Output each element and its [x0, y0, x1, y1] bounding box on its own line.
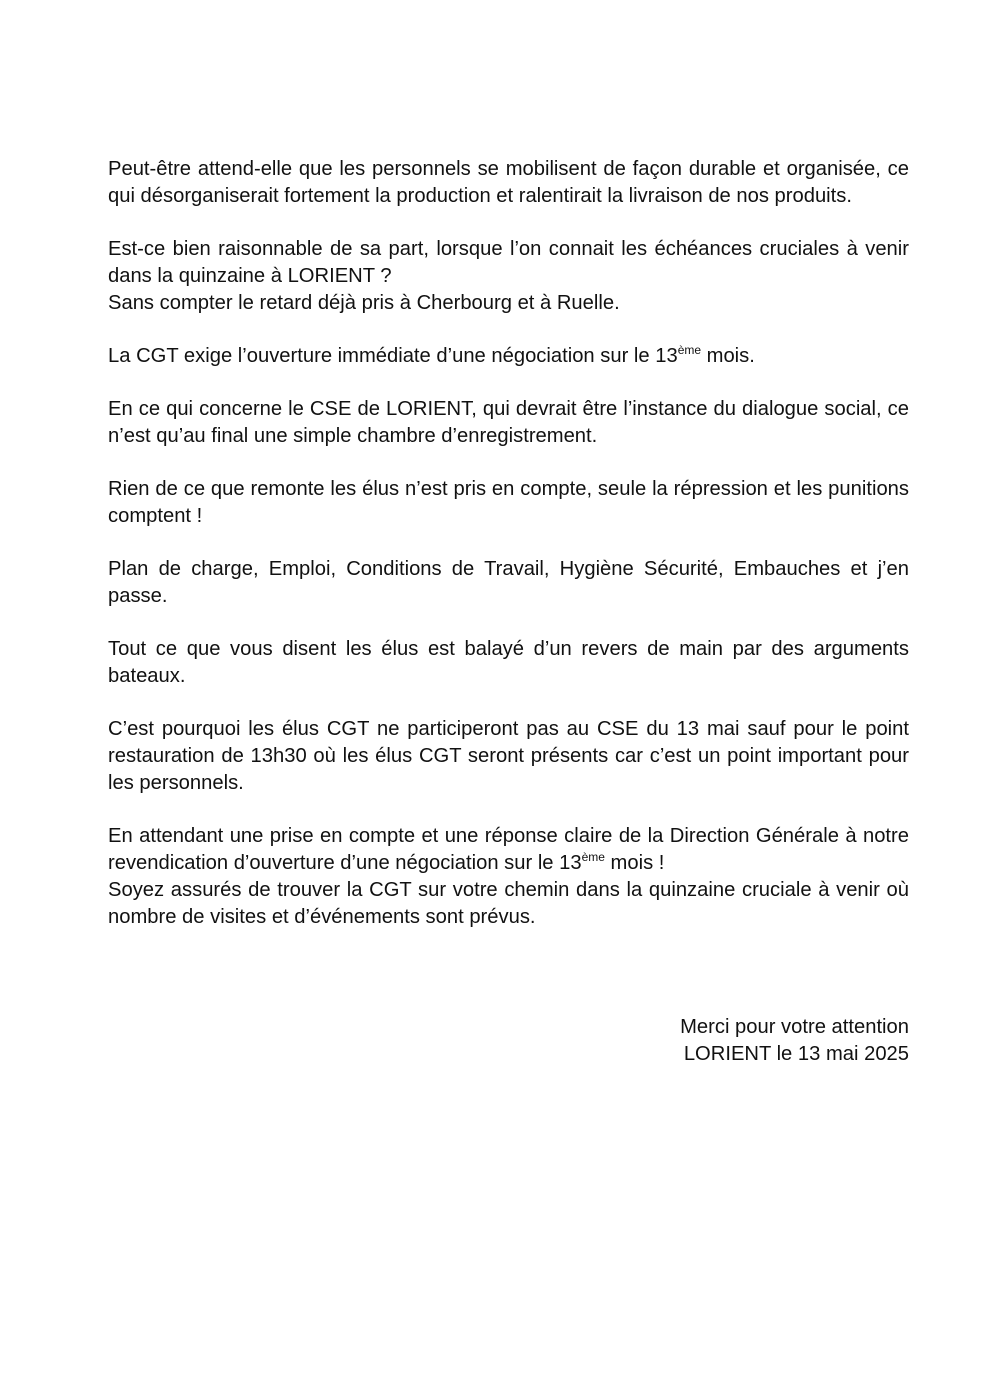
revendication-suffix: mois ! [604, 852, 665, 874]
paragraph-echeances-line2: Sans compter le retard déjà pris à Cherbourg et à Ruelle. [108, 292, 620, 314]
paragraph-revendication-line1 [108, 823, 909, 877]
paragraph-cgt-exige [108, 343, 909, 370]
revendication-superscript: ème [581, 850, 605, 864]
paragraph-echeances [108, 236, 909, 317]
paragraph-cse-13-mai: C’est pourquoi les élus CGT ne participeront pas au CSE du 13 mai sauf pour le point restauration de 13h30 où les élus CGT seront présents car c’est un point important pour les personnels. [108, 718, 909, 794]
paragraph-revendication-line2: Soyez assurés de trouver la CGT sur votre chemin dans la quinzaine cruciale à venir où nombre de visites et d’événements sont prévus. [108, 879, 909, 928]
signature-block [680, 1014, 909, 1068]
paragraph-mobilisation: Peut-être attend-elle que les personnels se mobilisent de façon durable et organisée, ce qui désorganiserait fortement la production et ralentirait la livraison de nos produits. [108, 158, 909, 207]
paragraph-revendication [108, 823, 909, 931]
cgt-exige-suffix: mois. [701, 345, 755, 367]
paragraph-repression: Rien de ce que remonte les élus n’est pris en compte, seule la répression et les punitions comptent ! [108, 478, 909, 527]
revendication-text: En attendant une prise en compte et une réponse claire de la Direction Générale à notre revendication d’ouverture d’une négociation sur le 13 [108, 825, 909, 874]
signature-place-date: LORIENT le 13 mai 2025 [683, 1043, 909, 1065]
paragraph-echeances-line1: Est-ce bien raisonnable de sa part, lorsque l’on connait les échéances cruciales à venir dans la quinzaine à LORIENT ? [108, 238, 909, 287]
cgt-exige-text: La CGT exige l’ouverture immédiate d’une négociation sur le 13 [108, 345, 678, 367]
paragraph-plan-de-charge: Plan de charge, Emploi, Conditions de Travail, Hygiène Sécurité, Embauches et j’en passe. [108, 558, 909, 607]
paragraph-arguments-bateaux: Tout ce que vous disent les élus est balayé d’un revers de main par des arguments bateaux. [108, 638, 909, 687]
letter-body [108, 156, 909, 957]
signature-thanks: Merci pour votre attention [680, 1016, 909, 1038]
paragraph-cse-lorient: En ce qui concerne le CSE de LORIENT, qui devrait être l’instance du dialogue social, ce n’est qu’au final une simple chambre d’enregistrement. [108, 398, 909, 447]
cgt-exige-superscript: ème [677, 343, 702, 357]
